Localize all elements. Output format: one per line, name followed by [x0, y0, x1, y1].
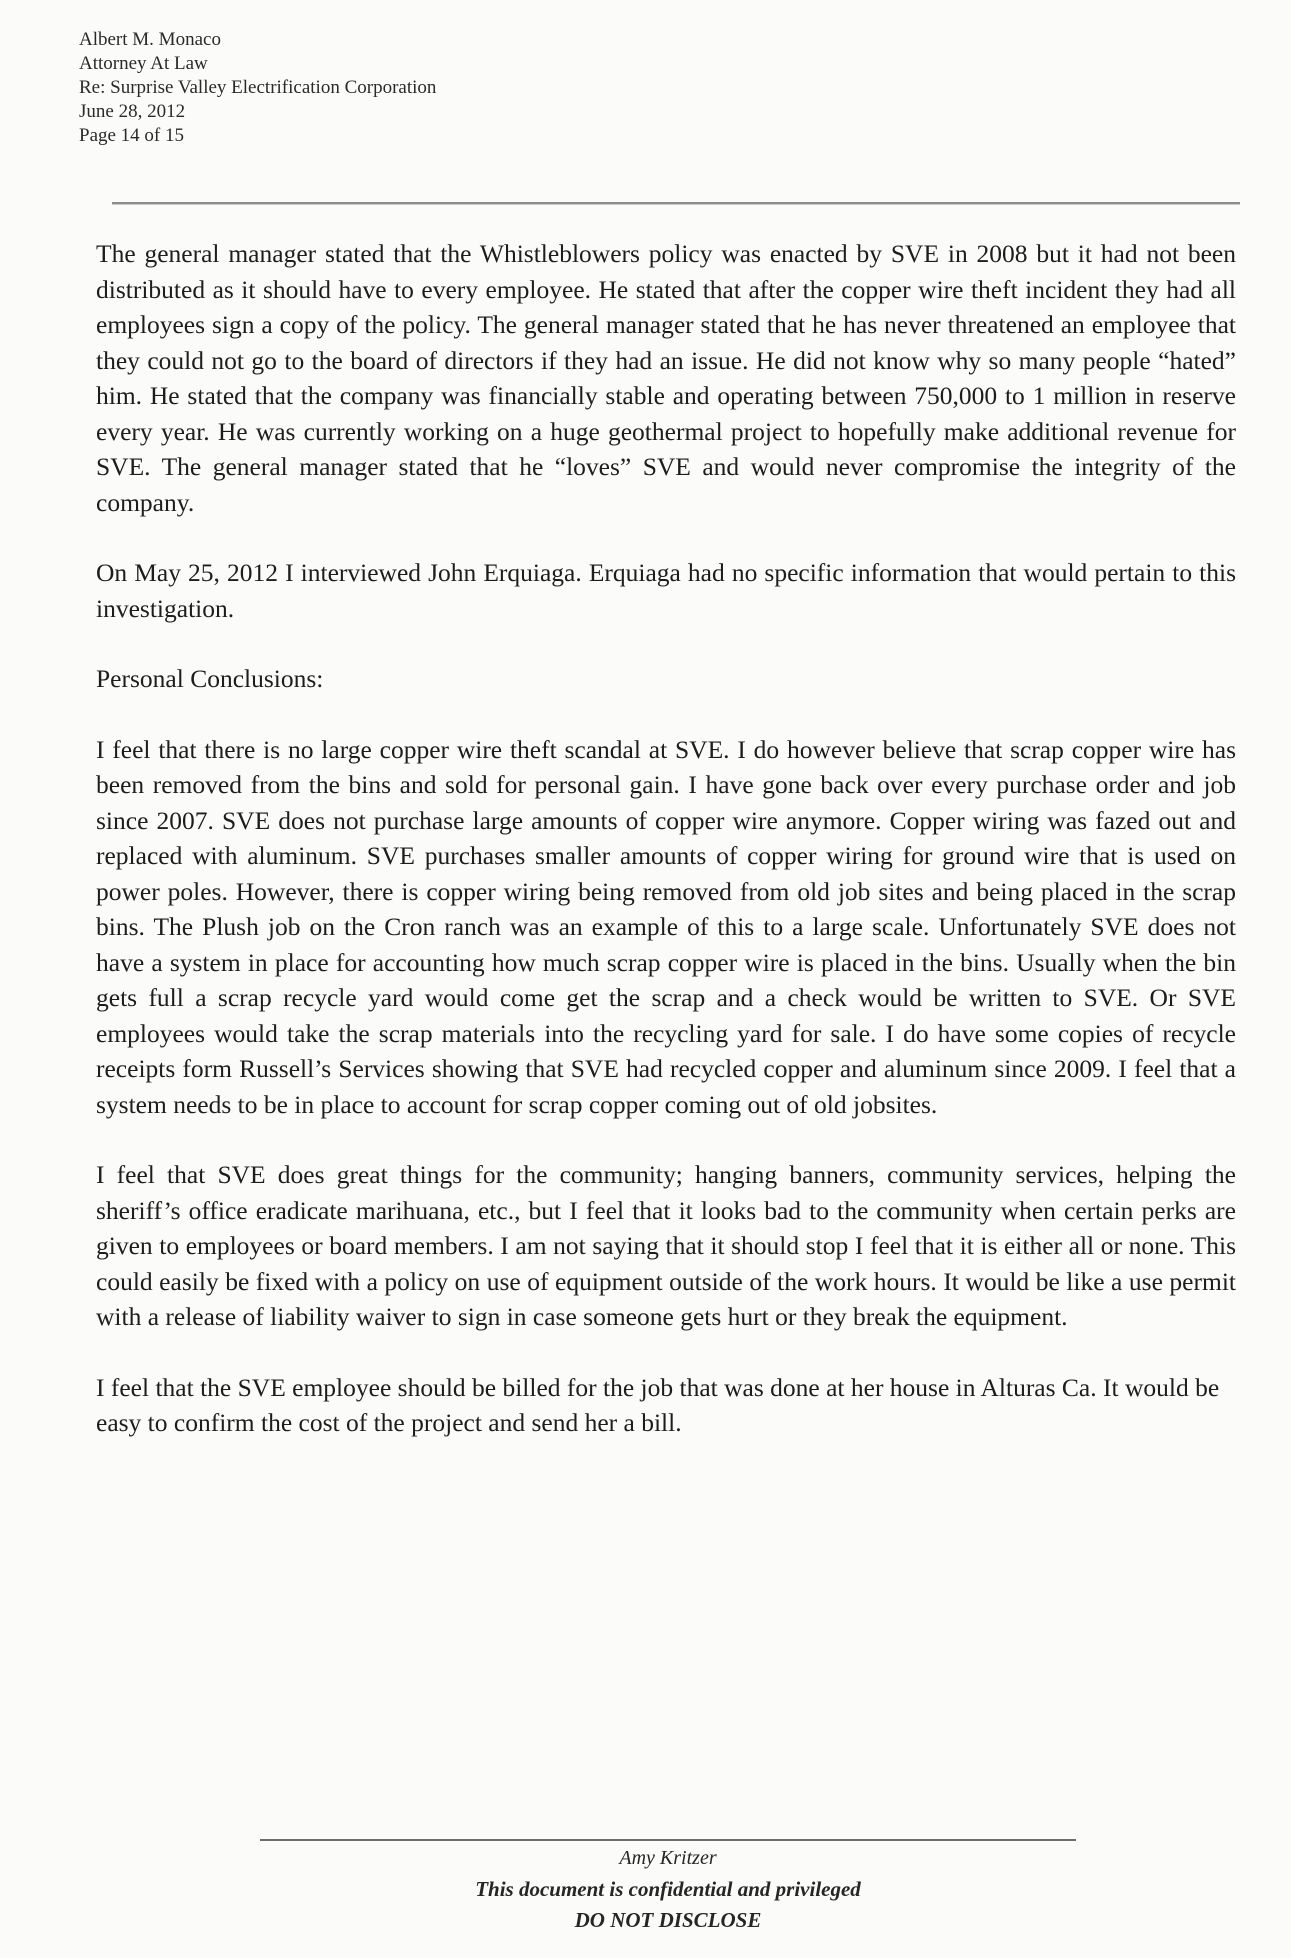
attorney-name: Albert M. Monaco [79, 29, 221, 50]
footer-divider [260, 1839, 1076, 1841]
paragraph-community: I feel that SVE does great things for the community; hanging banners, community services, helping the sheriff’s office eradicate marihuana, etc., but I feel that it looks bad to the community when certain perks are given to employees or board members. I am not saying that it should stop I feel that it is either all or none. This could easily be fixed with a policy on use of equipment outside of the work hours. It would be like a use permit with a release of liability waiver to sign in case someone gets hurt or they break the equipment. [96, 1160, 1236, 1331]
author-name: Amy Kritzer [619, 1847, 717, 1869]
section-heading: Personal Conclusions: [96, 664, 324, 693]
paragraph-interview: On May 25, 2012 I interviewed John Erquiaga. Erquiaga had no specific information that would pertain to this investigation. [96, 558, 1236, 623]
confidentiality-notice: This document is confidential and privileged [475, 1877, 861, 1901]
header-divider [112, 202, 1240, 204]
attorney-title: Attorney At Law [79, 53, 208, 74]
document-body [96, 236, 1236, 1441]
paragraph-general-manager: The general manager stated that the Whistleblowers policy was enacted by SVE in 2008 but it had not been distributed as it should have to every employee. He stated that after the copper wire theft incident they had all employees sign a copy of the policy. The general manager stated that he has never threatened an employee that they could not go to the board of directors if they had an issue. He did not know why so many people “hated” him. He stated that the company was financially stable and operating between 750,000 to 1 million in reserve every year. He was currently working on a huge geothermal project to hopefully make additional revenue for SVE. The general manager stated that he “loves” SVE and would never compromise the integrity of the company. [96, 239, 1236, 517]
letter-header [79, 28, 979, 148]
paragraph-copper-conclusion: I feel that there is no large copper wire theft scandal at SVE. I do however believe that scrap copper wire has been removed from the bins and sold for personal gain. I have gone back over every purchase order and job since 2007. SVE does not purchase large amounts of copper wire anymore. Copper wiring was fazed out and replaced with aluminum. SVE purchases smaller amounts of copper wiring for ground wire that is used on power poles. However, there is copper wiring being removed from old job sites and being placed in the scrap bins. The Plush job on the Cron ranch was an example of this to a large scale. Unfortunately SVE does not have a system in place for accounting how much scrap copper wire is placed in the bins. Usually when the bin gets full a scrap recycle yard would come get the scrap and a check would be written to SVE. Or SVE employees would take the scrap materials into the recycling yard for sale. I do have some copies of recycle receipts form Russell’s Services showing that SVE had recycled copper and aluminum since 2009. I feel that a system needs to be in place to account for scrap copper coming out of old jobsites. [96, 734, 1236, 1119]
subject-line: Re: Surprise Valley Electrification Corporation [79, 77, 437, 98]
page-number: Page 14 of 15 [79, 125, 185, 146]
do-not-disclose-notice: DO NOT DISCLOSE [574, 1908, 762, 1932]
paragraph-billing: I feel that the SVE employee should be billed for the job that was done at her house in Alturas Ca. It would be easy to confirm the cost of the project and send her a bill. [96, 1372, 1220, 1437]
letter-date: June 28, 2012 [79, 101, 186, 122]
document-footer [260, 1843, 1076, 1936]
